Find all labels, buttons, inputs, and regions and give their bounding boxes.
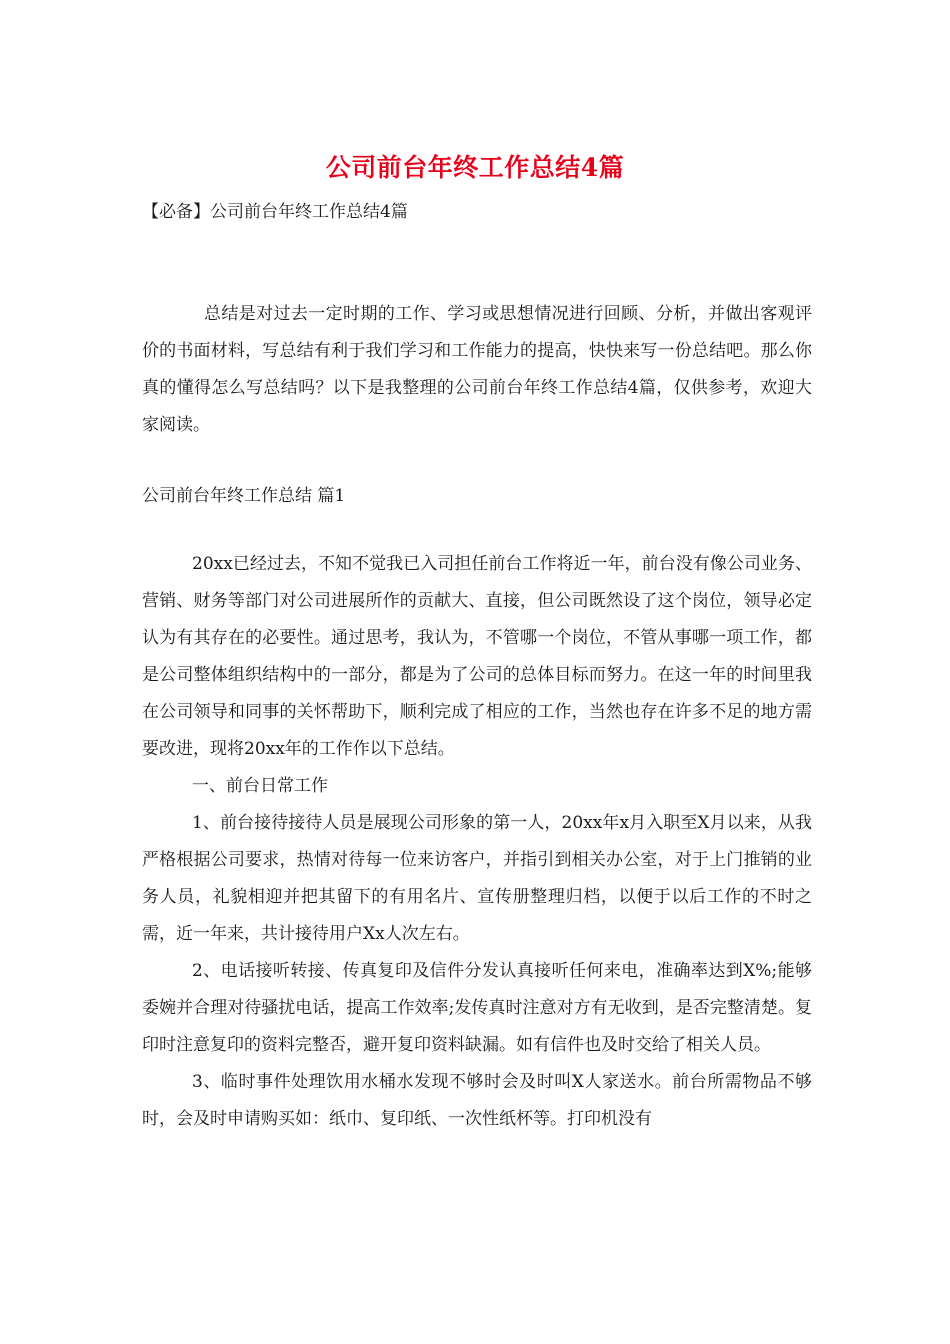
document-subtitle: 【必备】公司前台年终工作总结4篇 xyxy=(142,202,408,222)
document-title: 公司前台年终工作总结4篇 xyxy=(325,153,625,182)
body-paragraph: 2、电话接听转接、传真复印及信件分发认真接听任何来电，准确率达到X%;能够委婉并合理对待骚扰电话，提高工作效率;发传真时注意对方有无收到，是否完整清楚。复印时注意复印的资料完整否，避开复印资料缺漏。如有信件也及时交给了相关人员。 xyxy=(142,961,812,1055)
intro-section xyxy=(142,296,812,444)
section-body xyxy=(142,546,812,1138)
body-paragraph: 20xx已经过去，不知不觉我已入司担任前台工作将近一年，前台没有像公司业务、营销、财务等部门对公司进展所作的贡献大、直接，但公司既然设了这个岗位，领导必定认为有其存在的必要性。通过思考，我认为，不管哪一个岗位，不管从事哪一项工作，都是公司整体组织结构中的一部分，都是为了公司的总体目标而努力。在这一年的时间里我在公司领导和同事的关怀帮助下，顺利完成了相应的工作，当然也存在许多不足的地方需要改进，现将20xx年的工作作以下总结。 xyxy=(142,554,812,759)
subheading-paragraph: 一、前台日常工作 xyxy=(192,776,328,796)
intro-paragraph: 总结是对过去一定时期的工作、学习或思想情况进行回顾、分析，并做出客观评价的书面材料，写总结有利于我们学习和工作能力的提高，快快来写一份总结吧。那么你真的懂得怎么写总结吗？以下是我整理的公司前台年终工作总结4篇，仅供参考，欢迎大家阅读。 xyxy=(142,304,812,435)
body-paragraph: 1、前台接待接待人员是展现公司形象的第一人，20xx年x月入职至X月以来，从我严格根据公司要求，热情对待每一位来访客户，并指引到相关办公室，对于上门推销的业务人员，礼貌相迎并把其留下的有用名片、宣传册整理归档，以便于以后工作的不时之需，近一年来，共计接待用户Xx人次左右。 xyxy=(142,813,812,944)
body-paragraph: 3、临时事件处理饮用水桶水发现不够时会及时叫X人家送水。前台所需物品不够时，会及时申请购买如：纸巾、复印纸、一次性纸杯等。打印机没有 xyxy=(142,1072,812,1129)
section-heading: 公司前台年终工作总结 篇1 xyxy=(142,486,346,506)
